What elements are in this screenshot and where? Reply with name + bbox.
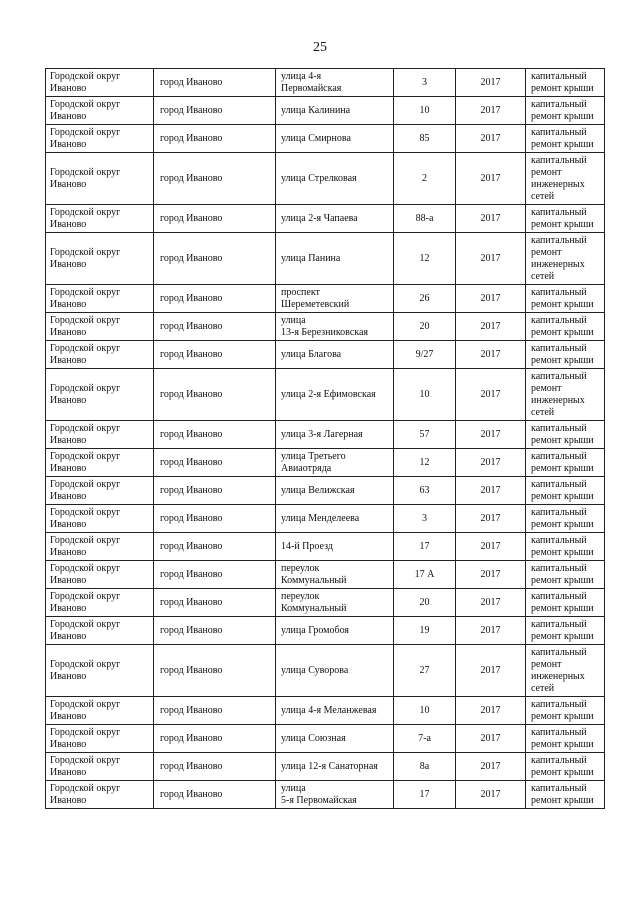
district-cell: Городской округ Иваново <box>46 589 154 617</box>
house-number-cell: 3 <box>394 505 456 533</box>
year-cell: 2017 <box>456 725 526 753</box>
work-type-cell: капитальный ремонт крыши <box>526 125 605 153</box>
street-cell: улица 2-я Ефимовская <box>276 369 394 421</box>
city-cell: город Иваново <box>154 285 276 313</box>
work-type-cell: капитальный ремонт крыши <box>526 449 605 477</box>
district-cell: Городской округ Иваново <box>46 561 154 589</box>
street-cell: улица Панина <box>276 233 394 285</box>
work-type-cell: капитальный ремонт крыши <box>526 781 605 809</box>
house-number-cell: 27 <box>394 645 456 697</box>
work-type-cell: капитальный ремонт крыши <box>526 341 605 369</box>
table-row <box>46 153 605 205</box>
year-cell: 2017 <box>456 477 526 505</box>
street-cell: улица Суворова <box>276 645 394 697</box>
street-cell: улица 4-я Меланжевая <box>276 697 394 725</box>
street-cell: улица Калинина <box>276 97 394 125</box>
table-row <box>46 97 605 125</box>
house-number-cell: 26 <box>394 285 456 313</box>
house-number-cell: 19 <box>394 617 456 645</box>
work-type-cell: капитальный ремонт крыши <box>526 421 605 449</box>
district-cell: Городской округ Иваново <box>46 233 154 285</box>
city-cell: город Иваново <box>154 645 276 697</box>
year-cell: 2017 <box>456 313 526 341</box>
district-cell: Городской округ Иваново <box>46 125 154 153</box>
street-cell: улица 12-я Санаторная <box>276 753 394 781</box>
table-row <box>46 69 605 97</box>
city-cell: город Иваново <box>154 69 276 97</box>
housing-repair-table <box>45 68 605 809</box>
year-cell: 2017 <box>456 753 526 781</box>
city-cell: город Иваново <box>154 505 276 533</box>
city-cell: город Иваново <box>154 589 276 617</box>
district-cell: Городской округ Иваново <box>46 725 154 753</box>
district-cell: Городской округ Иваново <box>46 285 154 313</box>
table-row <box>46 477 605 505</box>
district-cell: Городской округ Иваново <box>46 153 154 205</box>
street-cell: переулок Коммунальный <box>276 589 394 617</box>
city-cell: город Иваново <box>154 125 276 153</box>
table-row <box>46 617 605 645</box>
district-cell: Городской округ Иваново <box>46 313 154 341</box>
street-cell: 14-й Проезд <box>276 533 394 561</box>
page-number: 25 <box>313 40 327 55</box>
year-cell: 2017 <box>456 697 526 725</box>
house-number-cell: 10 <box>394 697 456 725</box>
house-number-cell: 9/27 <box>394 341 456 369</box>
table-row <box>46 505 605 533</box>
year-cell: 2017 <box>456 153 526 205</box>
house-number-cell: 8а <box>394 753 456 781</box>
year-cell: 2017 <box>456 533 526 561</box>
street-cell: улица 2-я Чапаева <box>276 205 394 233</box>
street-cell: переулок Коммунальный <box>276 561 394 589</box>
city-cell: город Иваново <box>154 617 276 645</box>
year-cell: 2017 <box>456 341 526 369</box>
work-type-cell: капитальный ремонт крыши <box>526 589 605 617</box>
district-cell: Городской округ Иваново <box>46 205 154 233</box>
work-type-cell: капитальный ремонт крыши <box>526 69 605 97</box>
street-cell: улица Велижская <box>276 477 394 505</box>
year-cell: 2017 <box>456 505 526 533</box>
district-cell: Городской округ Иваново <box>46 69 154 97</box>
district-cell: Городской округ Иваново <box>46 533 154 561</box>
house-number-cell: 2 <box>394 153 456 205</box>
street-cell: улица 3-я Лагерная <box>276 421 394 449</box>
city-cell: город Иваново <box>154 781 276 809</box>
work-type-cell: капитальный ремонт крыши <box>526 725 605 753</box>
street-cell: улица Союзная <box>276 725 394 753</box>
year-cell: 2017 <box>456 233 526 285</box>
district-cell: Городской округ Иваново <box>46 97 154 125</box>
district-cell: Городской округ Иваново <box>46 645 154 697</box>
house-number-cell: 63 <box>394 477 456 505</box>
city-cell: город Иваново <box>154 341 276 369</box>
work-type-cell: капитальный ремонт инженерных сетей <box>526 645 605 697</box>
year-cell: 2017 <box>456 421 526 449</box>
year-cell: 2017 <box>456 449 526 477</box>
year-cell: 2017 <box>456 369 526 421</box>
street-cell: улица Громобоя <box>276 617 394 645</box>
street-cell: улица Стрелковая <box>276 153 394 205</box>
district-cell: Городской округ Иваново <box>46 477 154 505</box>
city-cell: город Иваново <box>154 477 276 505</box>
city-cell: город Иваново <box>154 313 276 341</box>
table-row <box>46 341 605 369</box>
year-cell: 2017 <box>456 781 526 809</box>
house-number-cell: 12 <box>394 449 456 477</box>
district-cell: Городской округ Иваново <box>46 449 154 477</box>
street-cell: улица 13-я Березниковская <box>276 313 394 341</box>
house-number-cell: 57 <box>394 421 456 449</box>
city-cell: город Иваново <box>154 561 276 589</box>
district-cell: Городской округ Иваново <box>46 697 154 725</box>
house-number-cell: 10 <box>394 369 456 421</box>
work-type-cell: капитальный ремонт крыши <box>526 313 605 341</box>
year-cell: 2017 <box>456 205 526 233</box>
house-number-cell: 7-а <box>394 725 456 753</box>
district-cell: Городской округ Иваново <box>46 617 154 645</box>
house-number-cell: 20 <box>394 313 456 341</box>
work-type-cell: капитальный ремонт крыши <box>526 477 605 505</box>
table-row <box>46 781 605 809</box>
house-number-cell: 17 <box>394 533 456 561</box>
table-row <box>46 125 605 153</box>
district-cell: Городской округ Иваново <box>46 341 154 369</box>
table-row <box>46 589 605 617</box>
house-number-cell: 20 <box>394 589 456 617</box>
table-row <box>46 449 605 477</box>
work-type-cell: капитальный ремонт крыши <box>526 285 605 313</box>
house-number-cell: 12 <box>394 233 456 285</box>
work-type-cell: капитальный ремонт инженерных сетей <box>526 233 605 285</box>
house-number-cell: 88-а <box>394 205 456 233</box>
city-cell: город Иваново <box>154 421 276 449</box>
district-cell: Городской округ Иваново <box>46 421 154 449</box>
year-cell: 2017 <box>456 69 526 97</box>
work-type-cell: капитальный ремонт инженерных сетей <box>526 369 605 421</box>
year-cell: 2017 <box>456 125 526 153</box>
city-cell: город Иваново <box>154 205 276 233</box>
table-row <box>46 645 605 697</box>
work-type-cell: капитальный ремонт крыши <box>526 533 605 561</box>
work-type-cell: капитальный ремонт крыши <box>526 617 605 645</box>
year-cell: 2017 <box>456 617 526 645</box>
district-cell: Городской округ Иваново <box>46 781 154 809</box>
district-cell: Городской округ Иваново <box>46 505 154 533</box>
house-number-cell: 17 А <box>394 561 456 589</box>
house-number-cell: 3 <box>394 69 456 97</box>
year-cell: 2017 <box>456 97 526 125</box>
house-number-cell: 85 <box>394 125 456 153</box>
house-number-cell: 10 <box>394 97 456 125</box>
work-type-cell: капитальный ремонт крыши <box>526 561 605 589</box>
street-cell: улица 5-я Первомайская <box>276 781 394 809</box>
table-row <box>46 313 605 341</box>
city-cell: город Иваново <box>154 533 276 561</box>
work-type-cell: капитальный ремонт инженерных сетей <box>526 153 605 205</box>
work-type-cell: капитальный ремонт крыши <box>526 97 605 125</box>
table-row <box>46 233 605 285</box>
work-type-cell: капитальный ремонт крыши <box>526 753 605 781</box>
table-row <box>46 533 605 561</box>
city-cell: город Иваново <box>154 233 276 285</box>
street-cell: улица Третьего Авиаотряда <box>276 449 394 477</box>
city-cell: город Иваново <box>154 97 276 125</box>
work-type-cell: капитальный ремонт крыши <box>526 205 605 233</box>
house-number-cell: 17 <box>394 781 456 809</box>
year-cell: 2017 <box>456 285 526 313</box>
street-cell: улица Смирнова <box>276 125 394 153</box>
city-cell: город Иваново <box>154 697 276 725</box>
street-cell: улица Менделеева <box>276 505 394 533</box>
year-cell: 2017 <box>456 561 526 589</box>
city-cell: город Иваново <box>154 153 276 205</box>
city-cell: город Иваново <box>154 369 276 421</box>
year-cell: 2017 <box>456 645 526 697</box>
district-cell: Городской округ Иваново <box>46 369 154 421</box>
district-cell: Городской округ Иваново <box>46 753 154 781</box>
table-row <box>46 725 605 753</box>
year-cell: 2017 <box>456 589 526 617</box>
table-row <box>46 753 605 781</box>
table-row <box>46 285 605 313</box>
street-cell: проспект Шереметевский <box>276 285 394 313</box>
table-row <box>46 421 605 449</box>
street-cell: улица Благова <box>276 341 394 369</box>
work-type-cell: капитальный ремонт крыши <box>526 697 605 725</box>
city-cell: город Иваново <box>154 725 276 753</box>
table-body <box>46 69 605 809</box>
city-cell: город Иваново <box>154 449 276 477</box>
street-cell: улица 4-я Первомайская <box>276 69 394 97</box>
table-row <box>46 369 605 421</box>
work-type-cell: капитальный ремонт крыши <box>526 505 605 533</box>
table-row <box>46 205 605 233</box>
table-row <box>46 561 605 589</box>
table-row <box>46 697 605 725</box>
city-cell: город Иваново <box>154 753 276 781</box>
